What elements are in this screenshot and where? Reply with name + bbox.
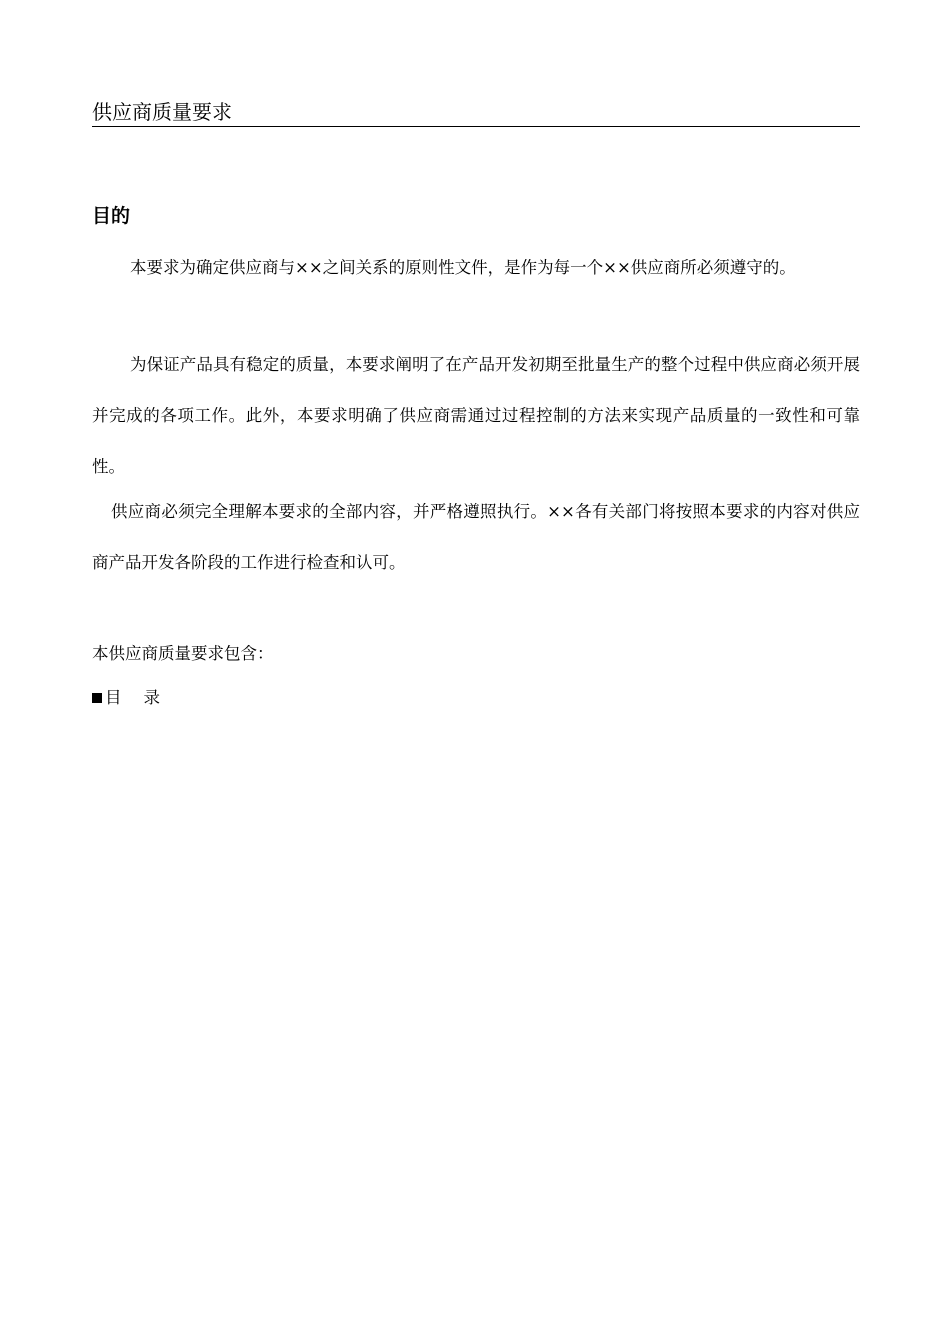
toc-item-char-1: 目 (105, 688, 122, 707)
page-header (92, 98, 860, 127)
paragraph-purpose: 本要求为确定供应商与××之间关系的原则性文件，是作为每一个××供应商所必须遵守的。 (130, 258, 796, 277)
square-bullet-icon (92, 693, 102, 703)
section-heading-purpose: 目的 (92, 205, 131, 227)
paragraph-quality-scope: 为保证产品具有稳定的质量，本要求阐明了在产品开发初期至批量生产的整个过程中供应商必须开展并完成的各项工作。此外，本要求明确了供应商需通过过程控制的方法来实现产品质量的一致性和可靠性。 (92, 355, 860, 476)
document-title: 供应商质量要求 (92, 100, 232, 124)
contents-intro: 本供应商质量要求包含： (92, 644, 274, 663)
toc-item-char-2: 录 (143, 688, 160, 707)
paragraph-compliance: 供应商必须完全理解本要求的全部内容，并严格遵照执行。××各有关部门将按照本要求的内容对供应商产品开发各阶段的工作进行检查和认可。 (92, 502, 860, 572)
toc-item-catalog (92, 685, 160, 711)
